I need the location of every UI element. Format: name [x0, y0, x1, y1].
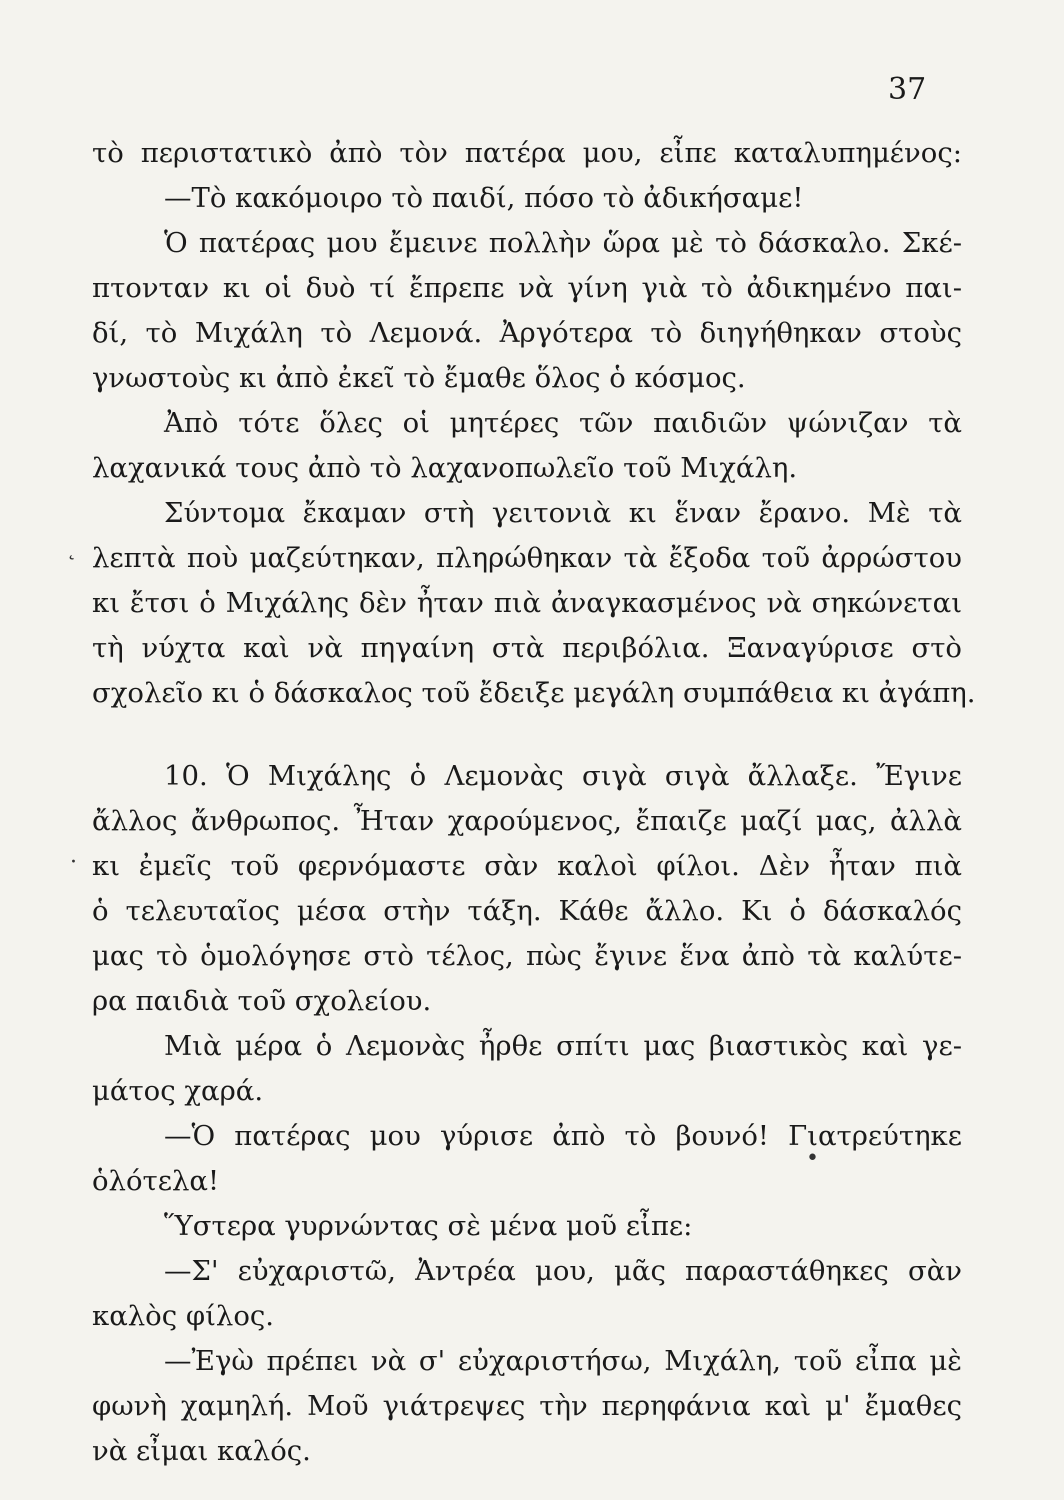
text-line: μας τὸ ὁμολόγησε στὸ τέλος, πὼς ἔγινε ἕνα ἀπὸ τὰ καλύτε- [92, 940, 962, 972]
margin-dot-mark-right: • [806, 1146, 819, 1171]
text-line: ἄλλος ἄνθρωπος. Ἦταν χαρούμενος, ἔπαιζε μαζί μας, ἀλλὰ [92, 805, 962, 837]
text-line: κι ἔτσι ὁ Μιχάλης δὲν ἦταν πιὰ ἀναγκασμένος νὰ σηκώνεται [92, 587, 962, 619]
text-line: —Τὸ κακόμοιρο τὸ παιδί, πόσο τὸ ἀδικήσαμε! [164, 182, 804, 214]
text-line: ρα παιδιὰ τοῦ σχολείου. [92, 985, 432, 1017]
margin-tick-mark: ˛ [66, 536, 77, 561]
page-number: 37 [888, 72, 927, 107]
margin-dot-mark: · [70, 850, 77, 875]
text-line: —Σ' εὐχαριστῶ, Ἀντρέα μου, μᾶς παραστάθηκες σὰν [164, 1255, 962, 1287]
paragraph-gap [92, 716, 962, 754]
text-line: μάτος χαρά. [92, 1075, 264, 1107]
text-line: λεπτὰ ποὺ μαζεύτηκαν, πληρώθηκαν τὰ ἔξοδα τοῦ ἀρρώστου [92, 542, 962, 574]
text-line: Μιὰ μέρα ὁ Λεμονὰς ἦρθε σπίτι μας βιαστικὸς καὶ γε- [164, 1030, 962, 1062]
text-line: Ὁ πατέρας μου ἔμεινε πολλὴν ὥρα μὲ τὸ δάσκαλο. Σκέ- [164, 227, 962, 259]
text-line: λαχανικά τους ἀπὸ τὸ λαχανοπωλεῖο τοῦ Μιχάλη. [92, 452, 798, 484]
text-line: —Ὁ πατέρας μου γύρισε ἀπὸ τὸ βουνό! Γιατρεύτηκε [164, 1120, 962, 1152]
body-text [92, 131, 976, 1474]
text-line: 10. Ὁ Μιχάλης ὁ Λεμονὰς σιγὰ σιγὰ ἄλλαξε. Ἔγινε [164, 760, 962, 792]
text-line: δί, τὸ Μιχάλη τὸ Λεμονά. Ἀργότερα τὸ διηγήθηκαν στοὺς [92, 317, 962, 349]
text-line: καλὸς φίλος. [92, 1300, 275, 1332]
text-line: σχολεῖο κι ὁ δάσκαλος τοῦ ἔδειξε μεγάλη συμπάθεια κι ἀγάπη. [92, 677, 976, 709]
text-line: ὁ τελευταῖος μέσα στὴν τάξη. Κάθε ἄλλο. Κι ὁ δάσκαλός [92, 895, 962, 927]
text-line: τὸ περιστατικὸ ἀπὸ τὸν πατέρα μου, εἶπε καταλυπημένος: [92, 137, 962, 169]
text-line: Ὕστερα γυρνώντας σὲ μένα μοῦ εἶπε: [164, 1210, 693, 1242]
text-line: ὁλότελα! [92, 1165, 220, 1197]
text-line: —Ἐγὼ πρέπει νὰ σ' εὐχαριστήσω, Μιχάλη, τοῦ εἶπα μὲ [164, 1345, 962, 1377]
text-line: Ἀπὸ τότε ὅλες οἱ μητέρες τῶν παιδιῶν ψώνιζαν τὰ [164, 407, 962, 439]
text-line: κι ἐμεῖς τοῦ φερνόμαστε σὰν καλοὶ φίλοι. Δὲν ἦταν πιὰ [92, 850, 962, 882]
text-line: φωνὴ χαμηλή. Μοῦ γιάτρεψες τὴν περηφάνια καὶ μ' ἔμαθες [92, 1390, 962, 1422]
text-line: νὰ εἶμαι καλός. [92, 1435, 311, 1467]
text-line: γνωστοὺς κι ἀπὸ ἐκεῖ τὸ ἔμαθε ὅλος ὁ κόσμος. [92, 362, 746, 394]
text-line: Σύντομα ἔκαμαν στὴ γειτονιὰ κι ἕναν ἔρανο. Μὲ τὰ [164, 497, 962, 529]
text-line: τὴ νύχτα καὶ νὰ πηγαίνη στὰ περιβόλια. Ξαναγύρισε στὸ [92, 632, 962, 664]
text-line: πτονταν κι οἱ δυὸ τί ἔπρεπε νὰ γίνη γιὰ τὸ ἀδικημένο παι- [92, 272, 962, 304]
